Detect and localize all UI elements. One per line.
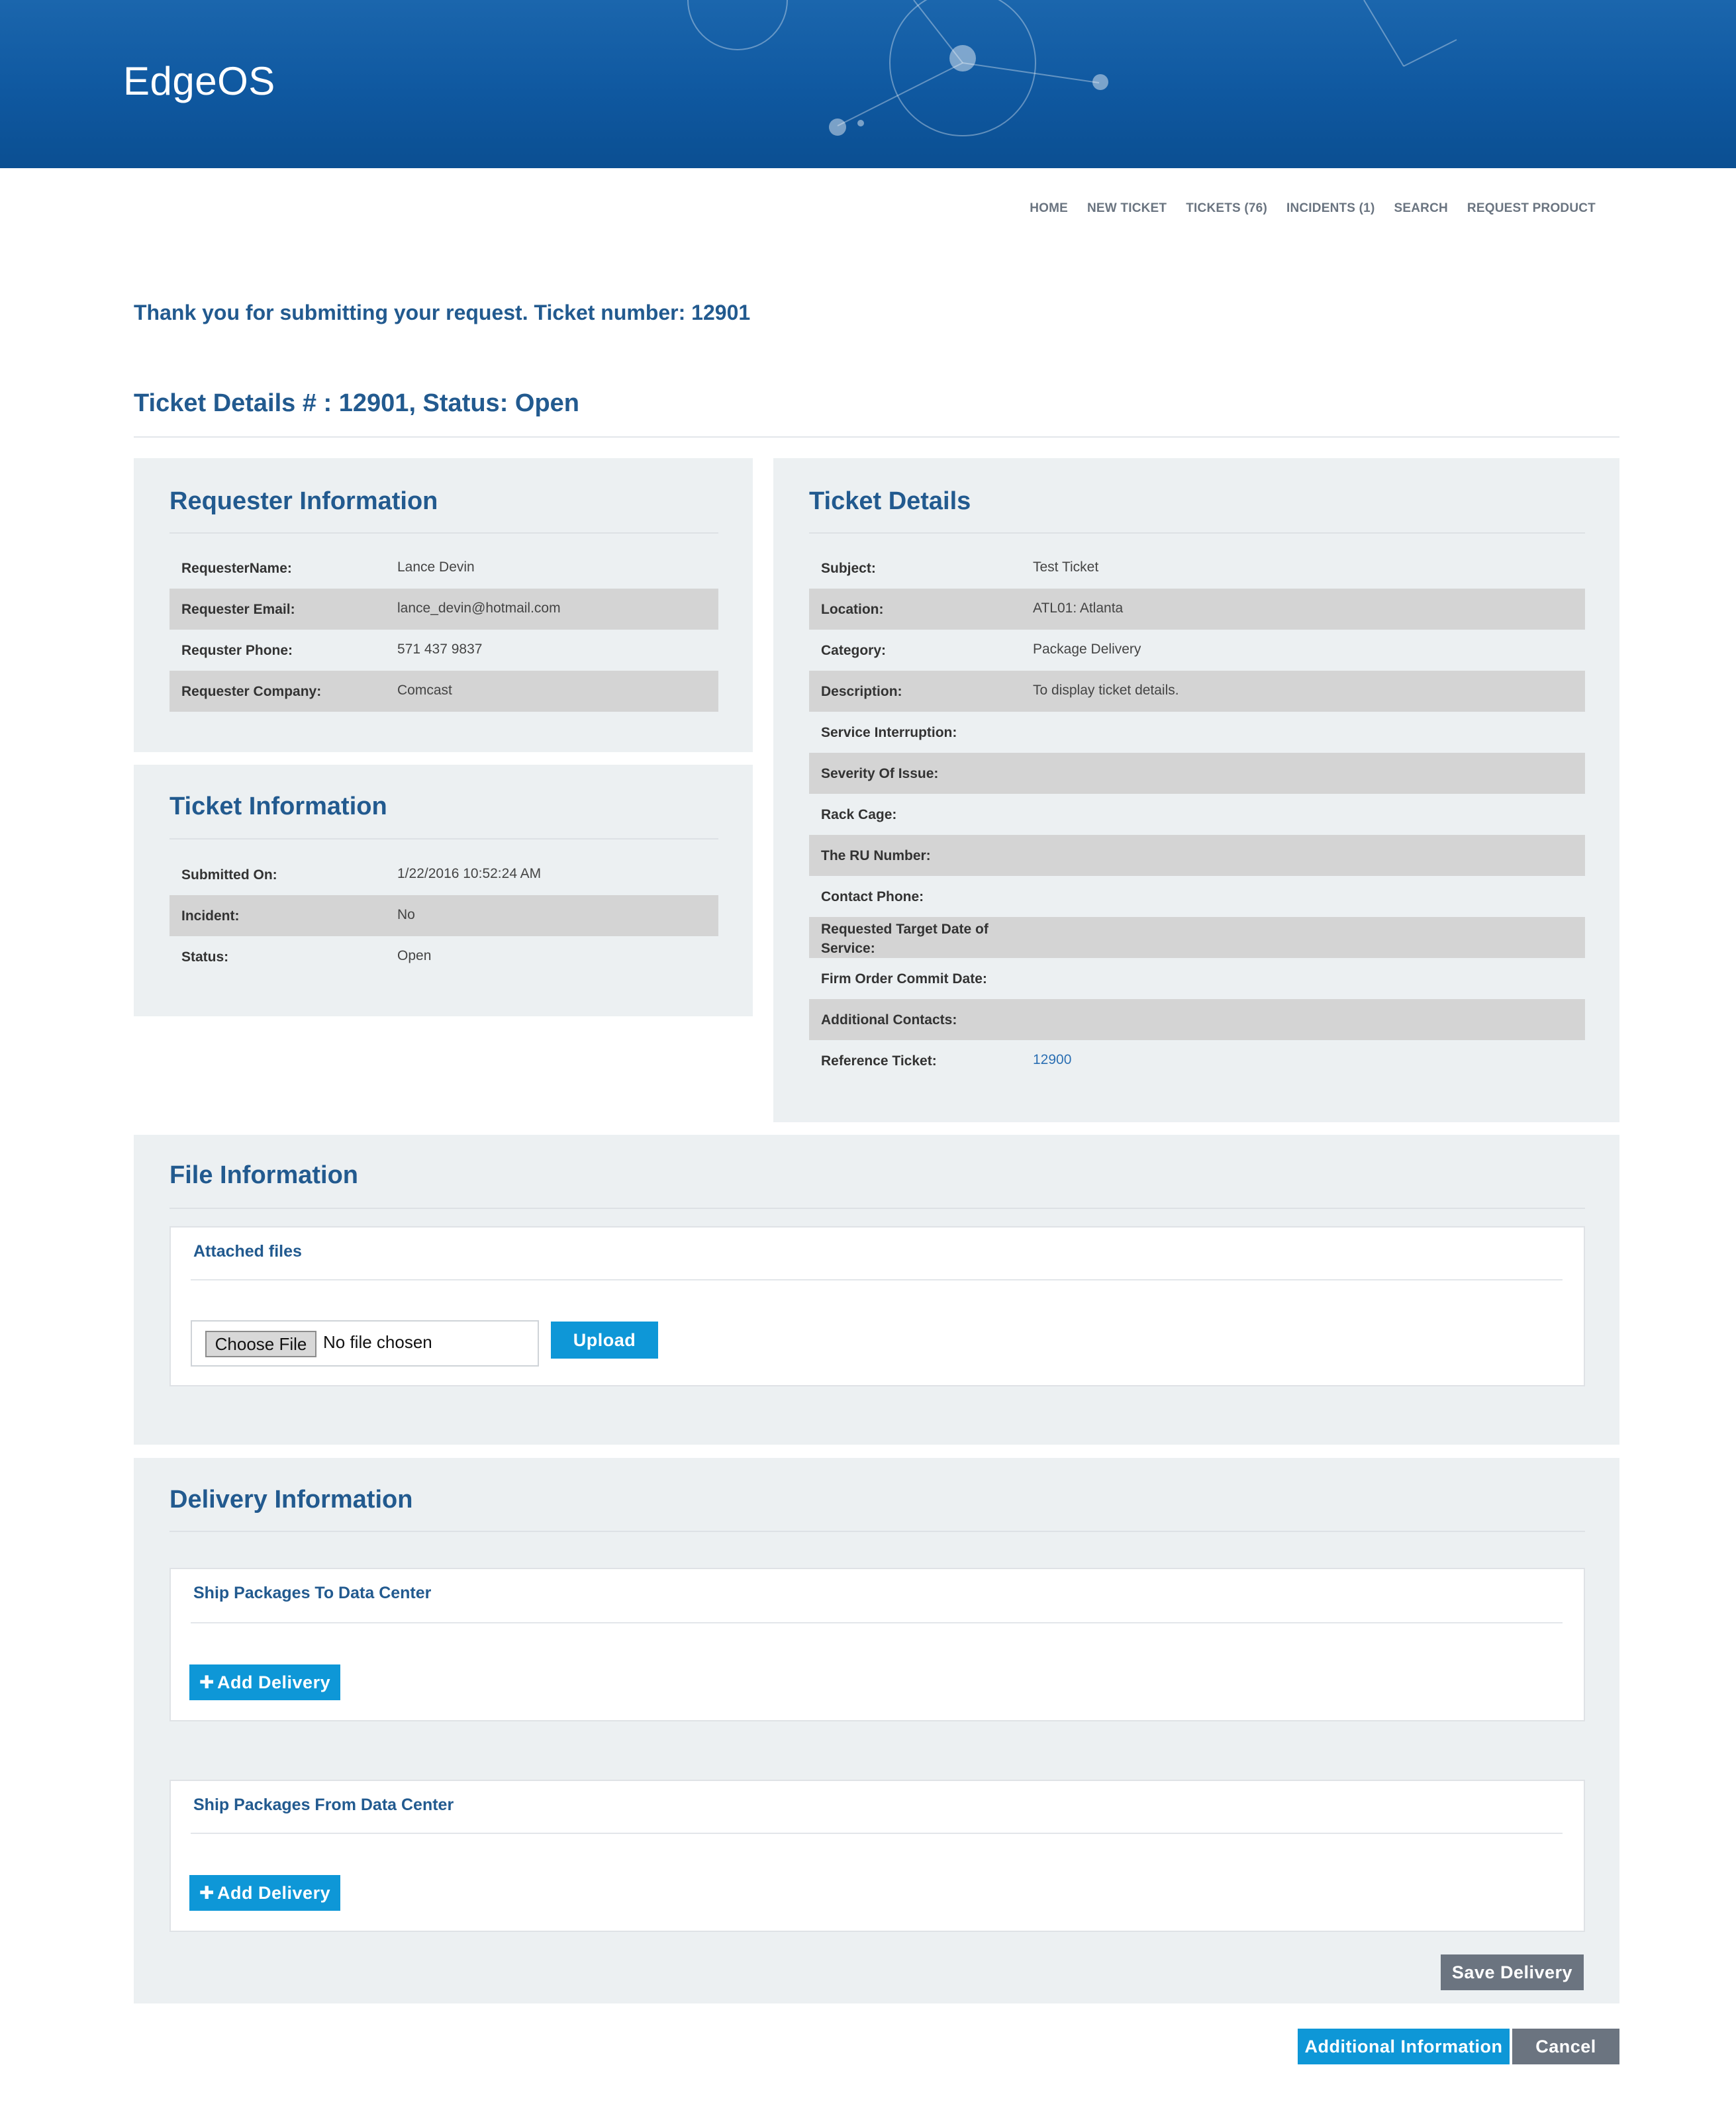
nav-new-ticket[interactable]: NEW TICKET	[1087, 201, 1167, 215]
subbox-divider	[191, 1833, 1563, 1834]
panel-divider	[169, 838, 718, 840]
panel-divider	[169, 1208, 1585, 1209]
panel-title: Requester Information	[169, 487, 438, 515]
field-label: Status:	[181, 949, 229, 965]
ship-to-data-center-box	[169, 1568, 1585, 1721]
attached-files-box	[169, 1226, 1585, 1386]
ship-from-data-center-box	[169, 1780, 1585, 1932]
panel-title: Ticket Information	[169, 793, 387, 820]
field-value: Lance Devin	[397, 559, 475, 575]
field-row	[809, 630, 1585, 671]
field-value: 1/22/2016 10:52:24 AM	[397, 866, 542, 881]
plus-icon: ✚	[199, 1883, 215, 1903]
field-row	[809, 999, 1585, 1040]
field-label: Firm Order Commit Date:	[821, 971, 987, 987]
subbox-divider	[191, 1622, 1563, 1623]
add-delivery-from-button[interactable]	[189, 1875, 340, 1911]
field-label: Additional Contacts:	[821, 1012, 957, 1028]
cancel-button[interactable]: Cancel	[1512, 2029, 1619, 2064]
field-value: Open	[397, 948, 432, 963]
field-label: Service Interruption:	[821, 725, 957, 740]
title-divider	[134, 436, 1619, 438]
field-row	[809, 671, 1585, 712]
field-row	[169, 671, 718, 712]
panel-title: Ticket Details	[809, 487, 971, 515]
field-label: Severity Of Issue:	[821, 766, 939, 781]
field-row	[809, 589, 1585, 630]
field-row	[169, 589, 718, 630]
file-information-panel	[134, 1135, 1619, 1445]
panel-divider	[809, 532, 1585, 534]
field-row	[809, 876, 1585, 917]
requester-information-panel	[134, 458, 753, 752]
field-row	[809, 835, 1585, 876]
field-row	[809, 958, 1585, 999]
field-label: Submitted On:	[181, 867, 277, 883]
field-label: RequesterName:	[181, 561, 292, 576]
nav-tickets[interactable]: TICKETS (76)	[1186, 201, 1267, 215]
field-label: Contact Phone:	[821, 889, 924, 904]
additional-information-button[interactable]: Additional Information	[1298, 2029, 1510, 2064]
choose-file-button[interactable]: Choose File	[205, 1331, 316, 1357]
nav-search[interactable]: SEARCH	[1394, 201, 1448, 215]
upload-button[interactable]: Upload	[551, 1322, 658, 1359]
add-delivery-to-button[interactable]	[189, 1664, 340, 1700]
ship-from-title: Ship Packages From Data Center	[193, 1796, 454, 1814]
nav-home[interactable]: HOME	[1030, 201, 1069, 215]
confirmation-message: Thank you for submitting your request. Ticket number: 12901	[134, 301, 751, 324]
no-file-text: No file chosen	[323, 1332, 432, 1352]
field-row	[809, 1040, 1585, 1081]
field-value: 571 437 9837	[397, 642, 483, 657]
field-row	[169, 548, 718, 589]
field-row	[809, 794, 1585, 835]
ticket-information-panel	[134, 765, 753, 1016]
page-title: Ticket Details # : 12901, Status: Open	[134, 389, 580, 417]
ship-to-title: Ship Packages To Data Center	[193, 1584, 432, 1602]
field-row	[169, 630, 718, 671]
field-label: Reference Ticket:	[821, 1053, 937, 1069]
save-delivery-button[interactable]: Save Delivery	[1441, 1954, 1584, 1990]
nav-request-product[interactable]: REQUEST PRODUCT	[1467, 201, 1596, 215]
field-value: To display ticket details.	[1033, 683, 1179, 698]
reference-ticket-link[interactable]: 12900	[1033, 1052, 1072, 1067]
delivery-information-panel	[134, 1458, 1619, 2003]
file-input[interactable]	[191, 1320, 539, 1367]
field-label: Subject:	[821, 561, 876, 576]
field-row	[169, 936, 718, 977]
field-label: Requested Target Date of Service:	[821, 922, 989, 956]
field-label: Rack Cage:	[821, 807, 897, 822]
panel-title: Delivery Information	[169, 1486, 413, 1514]
top-nav	[1010, 201, 1596, 216]
field-value: ATL01: Atlanta	[1033, 601, 1124, 616]
field-label: Description:	[821, 684, 902, 699]
field-value: Comcast	[397, 683, 452, 698]
field-label: Requester Email:	[181, 602, 295, 617]
field-row	[809, 548, 1585, 589]
field-label: Requster Phone:	[181, 643, 293, 658]
brand-logo-text[interactable]: EdgeOS	[123, 59, 275, 103]
field-row	[169, 854, 718, 895]
panel-title: File Information	[169, 1161, 358, 1189]
ticket-details-panel	[773, 458, 1619, 1122]
field-row	[169, 895, 718, 936]
field-label: Location:	[821, 602, 884, 617]
attached-files-title: Attached files	[193, 1242, 302, 1261]
add-delivery-label: Add Delivery	[217, 1883, 331, 1903]
field-label: Category:	[821, 643, 887, 658]
field-value: Test Ticket	[1033, 559, 1099, 575]
subbox-divider	[191, 1279, 1563, 1280]
nav-incidents[interactable]: INCIDENTS (1)	[1286, 201, 1375, 215]
field-row	[809, 712, 1585, 753]
header-banner	[0, 0, 1736, 168]
plus-icon: ✚	[199, 1672, 215, 1692]
panel-divider	[169, 1531, 1585, 1532]
field-value: No	[397, 907, 415, 922]
field-value: lance_devin@hotmail.com	[397, 601, 561, 616]
field-label: Requester Company:	[181, 684, 322, 699]
field-row	[809, 917, 1585, 958]
field-label: The RU Number:	[821, 848, 931, 863]
add-delivery-label: Add Delivery	[217, 1672, 331, 1692]
field-row	[809, 753, 1585, 794]
panel-divider	[169, 532, 718, 534]
field-label: Incident:	[181, 908, 240, 924]
field-value: Package Delivery	[1033, 642, 1141, 657]
